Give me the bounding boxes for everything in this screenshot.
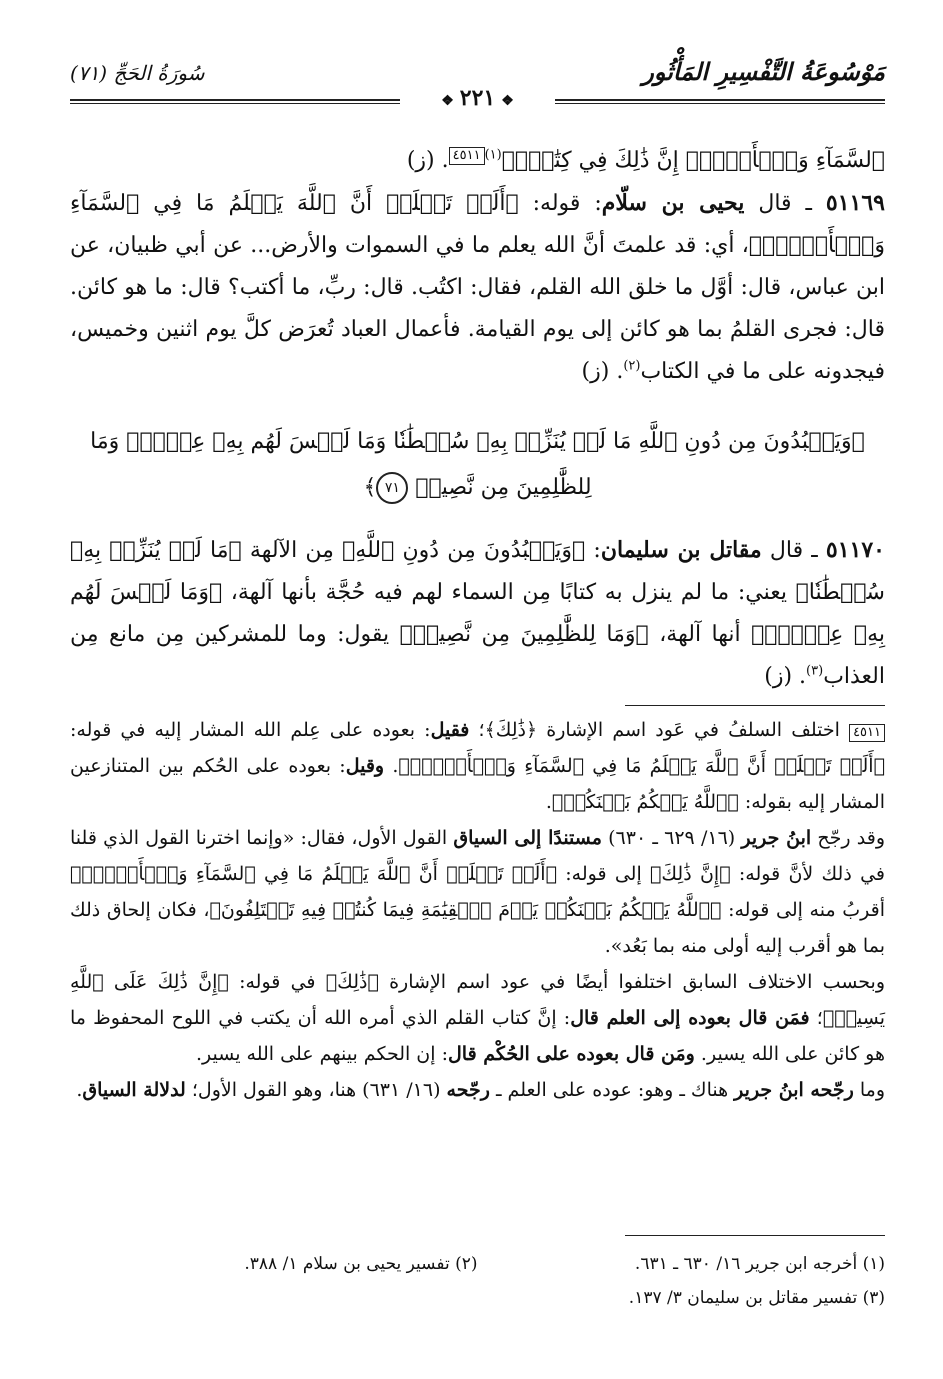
footnote-ref: (٢) [623, 358, 641, 374]
footnotes [70, 1247, 885, 1315]
footnote-3: (٣) تفسير مقاتل بن سليمان ٣/ ١٣٧. [628, 1288, 885, 1308]
ornament-icon: ❖ [501, 93, 514, 109]
page-number-block [70, 85, 885, 111]
footnote-1: (١) أخرجه ابن جرير ١٦/ ٦٣٠ ـ ٦٣١. [634, 1254, 885, 1274]
note-paragraph: وما رجّحه ابنُ جرير هناك ـ وهو: عوده على العلم ـ رجّحه (١٦/ ٦٣١) هنا، وهو القول الأول؛ لدلالة السياق. [76, 1079, 885, 1101]
narration-51170: ٥١١٧٠ ـ قال مقاتل بن سليمان: ﴿وَيَعۡبُدُونَ مِن دُونِ ٱللَّهِ﴾ مِن الآلهة ﴿مَا لَمۡ يُنَزِّلۡ بِهِۦ سُلۡطَٰنٗا﴾ يعني: ما لم ينزل به كتابًا مِن السماء لهم فيه حُجَّة بأنها آلهة، ﴿وَمَا لَيۡسَ لَهُم بِهِۦ عِلۡمٞۗ﴾ أنها آلهة، ﴿وَمَا لِلظَّٰلِمِينَ مِن نَّصِيرٖ﴾ يقول: وما للمشركين مِن مانع مِن العذاب$^{(٣)}$. (ز) [70, 537, 885, 689]
narration-number: ٥١١٧٠ [825, 537, 885, 563]
surah-title: سُورَةُ الحَجِّ (٧١) [70, 61, 205, 85]
footnotes-separator [625, 1235, 885, 1236]
ayah-number: ٧١ [376, 472, 408, 504]
main-text [70, 140, 885, 698]
note-box: ٤٥١١ [849, 724, 885, 742]
book-title: مَوْسُوعَةُ التَّفْسِيرِ المَأْثُور [642, 57, 885, 86]
page-number: ٢٢١ [459, 85, 496, 111]
note-box-ref: ٤٥١١ [449, 147, 485, 165]
ornament-icon: ❖ [441, 93, 454, 109]
notes-separator [625, 705, 885, 706]
note-paragraph: وقد رجّح ابنُ جرير (١٦/ ٦٢٩ ـ ٦٣٠) مستندًا إلى السياق القول الأول، فقال: «وإنما اخترنا القول الذي قلنا في ذلك لأنَّ قوله: ﴿إِنَّ ذَٰلِكَ﴾ إلى قوله: ﴿أَلَمۡ تَعۡلَمۡ أَنَّ ٱللَّهَ يَعۡلَمُ مَا فِي ٱلسَّمَآءِ وَٱلۡأَرۡضِۚ﴾ أقربُ منه إلى قوله: ﴿ٱللَّهُ يَحۡكُمُ بَيۡنَكُمۡ يَوۡمَ ٱلۡقِيَٰمَةِ فِيمَا كُنتُمۡ فِيهِ تَخۡتَلِفُونَ﴾، فكان إلحاق ذلك بما هو أقرب إليه أولى منه بما بَعُد». [70, 827, 886, 957]
scholarly-notes [70, 712, 885, 1108]
quran-verse: ﴿وَيَعۡبُدُونَ مِن دُونِ ٱللَّهِ مَا لَمۡ يُنَزِّلۡ بِهِۦ سُلۡطَٰنٗا وَمَا لَيۡسَ لَهُم بِهِۦ عِلۡمٞۗ وَمَا لِلظَّٰلِمِينَ مِن نَّصِيرٖ ٧١﴾ [70, 419, 885, 511]
narration-number: ٥١١٦٩ [825, 190, 885, 216]
verse-continuation: ٱلسَّمَآءِ وَٱلۡأَرۡضِۚ إِنَّ ذَٰلِكَ فِي كِتَٰبٍۚ﴾$^{(١)}$٤٥١١. (ز) [406, 147, 885, 173]
page-header [70, 55, 885, 111]
narration-51169: ٥١١٦٩ ـ قال يحيى بن سلّام: قوله: ﴿أَلَمۡ تَعۡلَمۡ أَنَّ ٱللَّهَ يَعۡلَمُ مَا فِي ٱلسَّمَآءِ وَٱلۡأَرۡضِۚ﴾، أي: قد علمتَ أنَّ الله يعلم ما في السموات والأرض... عن أبي ظبيان، عن ابن عباس، قال: أوَّل ما خلق الله القلم، فقال: اكتُب. قال: ربِّ، ما أكتب؟ قال: ما هو كائن. قال: فجرى القلمُ بما هو كائن إلى يوم القيامة. فأعمال العباد تُعرَض كلَّ يوم اثنين وخميس، فيجدونه على ما في الكتاب$^{(٢)}$. (ز) [70, 190, 885, 384]
narrator-name: مقاتل بن سليمان [600, 537, 762, 563]
narrator-name: يحيى بن سلّام [601, 190, 745, 216]
footnote-ref: (٣) [806, 663, 824, 679]
footnote-ref: (١) [484, 147, 502, 163]
footnote-row [70, 1247, 885, 1281]
footnote-2: (٢) تفسير يحيى بن سلام ١/ ٣٨٨. [244, 1254, 478, 1274]
page [70, 55, 885, 1355]
note-paragraph: وبحسب الاختلاف السابق اختلفوا أيضًا في عود اسم الإشارة ﴿ذَٰلِكَ﴾ في قوله: ﴿إِنَّ ذَٰلِكَ عَلَى ٱللَّهِ يَسِيرٞ﴾؛ فمَن قال بعوده إلى العلم قال: إنَّ كتاب القلم الذي أمره الله أن يكتب في اللوح المحفوظ ما هو كائن على الله يسير. ومَن قال بعوده على الحُكْم قال: إن الحكم بينهم على الله يسير. [70, 971, 886, 1065]
note-paragraph: ٤٥١١ اختلف السلفُ في عَود اسم الإشارة ﴿ذَٰلِكَ﴾؛ فقيل: بعوده على عِلم الله المشار إليه في قوله: ﴿أَلَمۡ تَعۡلَمۡ أَنَّ ٱللَّهَ يَعۡلَمُ مَا فِي ٱلسَّمَآءِ وَٱلۡأَرۡضِۚ﴾. وقيل: بعوده على الحُكم بين المتنازعين المشار إليه بقوله: ﴿ٱللَّهُ يَحۡكُمُ بَيۡنَكُمۡ﴾. [70, 719, 885, 813]
